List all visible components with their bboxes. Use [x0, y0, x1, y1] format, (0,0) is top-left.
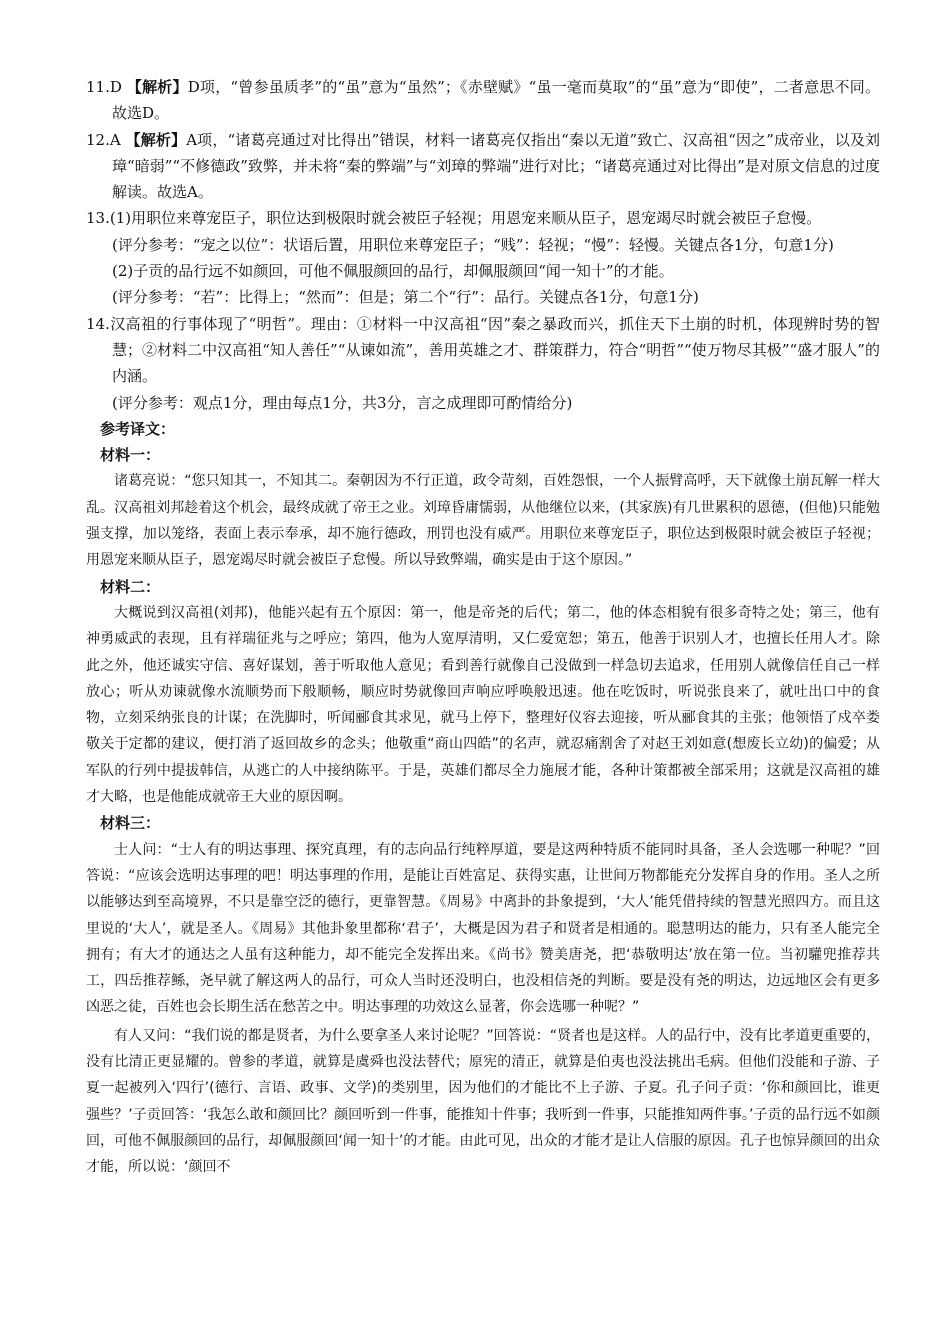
material-3-paragraph-2: 有人又问：“我们说的都是贤者，为什么要拿圣人来讨论呢？”回答说：“贤者也是这样。人的品行中，没有比孝道更重要的，没有比清正更显耀的。曾参的孝道，就算是虞舜也没法替代；原宪的清正，就算是伯夷也没法挑出毛病。但他们没能和子游、子夏一起被列入‘四行’(德行、言语、政事、文学)的类别里，因为他们的才能比不上子游、子夏。孔子问子贡：‘你和颜回比，谁更强些？’子贡回答：‘我怎么敢和颜回比？颜回听到一件事，能推知十件事；我听到一件事，只能推知两件事。’子贡的品行远不如颜回，可他不佩服颜回的品行，却佩服颜回‘闻一知十’的才能。由此可见，出众的才能才是让人信服的原因。孔子也惊异颜回的出众才能，所以说：‘颜回不: [86, 1027, 880, 1176]
answer-13-part2: (2)子贡的品行远不如颜回，可他不佩服颜回的品行，却佩服颜回“闻一知十”的才能。: [112, 262, 674, 281]
answer-13-part2-scoring: (评分参考：“若”：比得上；“然而”：但是；第二个“行”：品行。关键点各1分，句意1分): [112, 288, 699, 307]
answer-11: [86, 74, 880, 127]
answer-content: [86, 74, 880, 1180]
answer-14-scoring: (评分参考：观点1分，理由每点1分，共3分，言之成理即可酌情给分): [112, 393, 573, 412]
material-3-title: 材料三：: [100, 814, 161, 833]
answer-12: [86, 127, 880, 206]
answer-11-number: 11.D: [86, 78, 122, 96]
answer-12-text: A项，“诸葛亮通过对比得出”错误，材料一诸葛亮仅指出“秦以无道”致亡、汉高祖“因之”成帝业，以及刘璋“暗弱”“不修德政”致弊，并未将“秦的弊端”与“刘璋的弊端”进行对比；“诸葛亮通过对比得出”是对原文信息的过度解读。故选A。: [112, 130, 880, 202]
answer-12-tag: 【解析】: [125, 130, 187, 149]
answer-13-part1-scoring: (评分参考：“宠之以位”：状语后置，用职位来尊宠臣子；“贱”：轻视；“慢”：轻慢。关键点各1分，句意1分): [112, 235, 834, 254]
answer-14: 14.汉高祖的行事体现了“明哲”。理由：①材料一中汉高祖“因”秦之暴政而兴，抓住天下土崩的时机，体现辨时势的智慧；②材料二中汉高祖“知人善任”“从谏如流”，善用英雄之才、群策群力，符合“明哲”“使万物尽其极”“盛才服人”的内涵。: [86, 314, 880, 386]
material-2-title: 材料二：: [100, 577, 161, 596]
translation-heading: 参考译文：: [100, 419, 176, 438]
answer-12-number: 12.A: [86, 130, 121, 149]
material-1-paragraph: 诸葛亮说：“您只知其一，不知其二。秦朝因为不行正道，政令苛刻，百姓怨恨，一个人振臂高呼，天下就像土崩瓦解一样大乱。汉高祖刘邦趁着这个机会，最终成就了帝王之业。刘璋昏庸懦弱，从他继位以来，(其家族)有几世累积的恩德，(但他)只能勉强支撑，加以笼络，表面上表示奉承，却不施行德政，刑罚也没有威严。用职位来尊宠臣子，职位达到极限时就会被臣子轻视；用恩宠来顺从臣子，恩宠竭尽时就会被臣子怠慢。所以导致弊端，确实是由于这个原因。”: [86, 473, 880, 569]
material-2-paragraph: 大概说到汉高祖(刘邦)，他能兴起有五个原因：第一，他是帝尧的后代；第二，他的体态相貌有很多奇特之处；第三，他有神勇威武的表现，且有祥瑞征兆与之呼应；第四，他为人宽厚清明，又仁爱宽恕；第五，他善于识别人才，也擅长任用人才。除此之外，他还诚实守信、喜好谋划，善于听取他人意见；看到善行就像自己没做到一样急切去追求，任用别人就像信任自己一样放心；听从劝谏就像水流顺势而下般顺畅，顺应时势就像回声响应呼唤般迅速。他在吃饭时，听说张良来了，就吐出口中的食物，立刻采纳张良的计谋；在洗脚时，听闻郦食其求见，就马上停下，整理好仪容去迎接，听从郦食其的主张；他领悟了戍卒娄敬关于定都的建议，便打消了返回故乡的念头；他敬重“商山四皓”的名声，就忍痛割舍了对赵王刘如意(想废长立幼)的偏爱；从军队的行列中提拔韩信，从逃亡的人中接纳陈平。于是，英雄们都尽全力施展才能，各种计策都被全部采用；这就是汉高祖的雄才大略，也是他能成就帝王大业的原因啊。: [86, 604, 880, 806]
answer-11-text: D项，“曾参虽质孝”的“虽”意为“虽然”；《赤壁赋》“虽一毫而莫取”的“虽”意为“即使”，二者意思不同。故选D。: [112, 78, 880, 123]
material-1-title: 材料一：: [100, 446, 161, 465]
answer-11-tag: 【解析】: [126, 78, 188, 96]
material-3-paragraph-1: 士人问：“士人有的明达事理、探究真理，有的志向品行纯粹厚道，要是这两种特质不能同时具备，圣人会选哪一种呢？”回答说：“应该会选明达事理的吧！明达事理的作用，是能让百姓富足、获得实惠，让世间万物都能充分发挥自身的作用。圣人之所以能够达到至高境界，不只是靠空泛的德行，更靠智慧。《周易》中离卦的卦象提到，‘大人’能凭借持续的智慧光照四方。而且这里说的‘大人’，就是圣人。《周易》其他卦象里都称‘君子’，大概是因为君子和贤者是相通的。聪慧明达的能力，只有圣人能完全拥有；有大才的通达之人虽有这种能力，却不能完全发挥出来。《尚书》赞美唐尧，把‘恭敬明达’放在第一位。当初驩兜推荐共工，四岳推荐鲧，尧早就了解这两人的品行，可众人当时还没明白，也没相信尧的判断。要是没有尧的明达，边远地区会有更多凶恶之徒，百姓也会长期生活在愁苦之中。明达事理的功效这么显著，你会选哪一种呢？”: [86, 841, 880, 1016]
answer-13-part1: 13.(1)用职位来尊宠臣子，职位达到极限时就会被臣子轻视；用恩宠来顺从臣子，恩宠竭尽时就会被臣子怠慢。: [86, 209, 822, 228]
